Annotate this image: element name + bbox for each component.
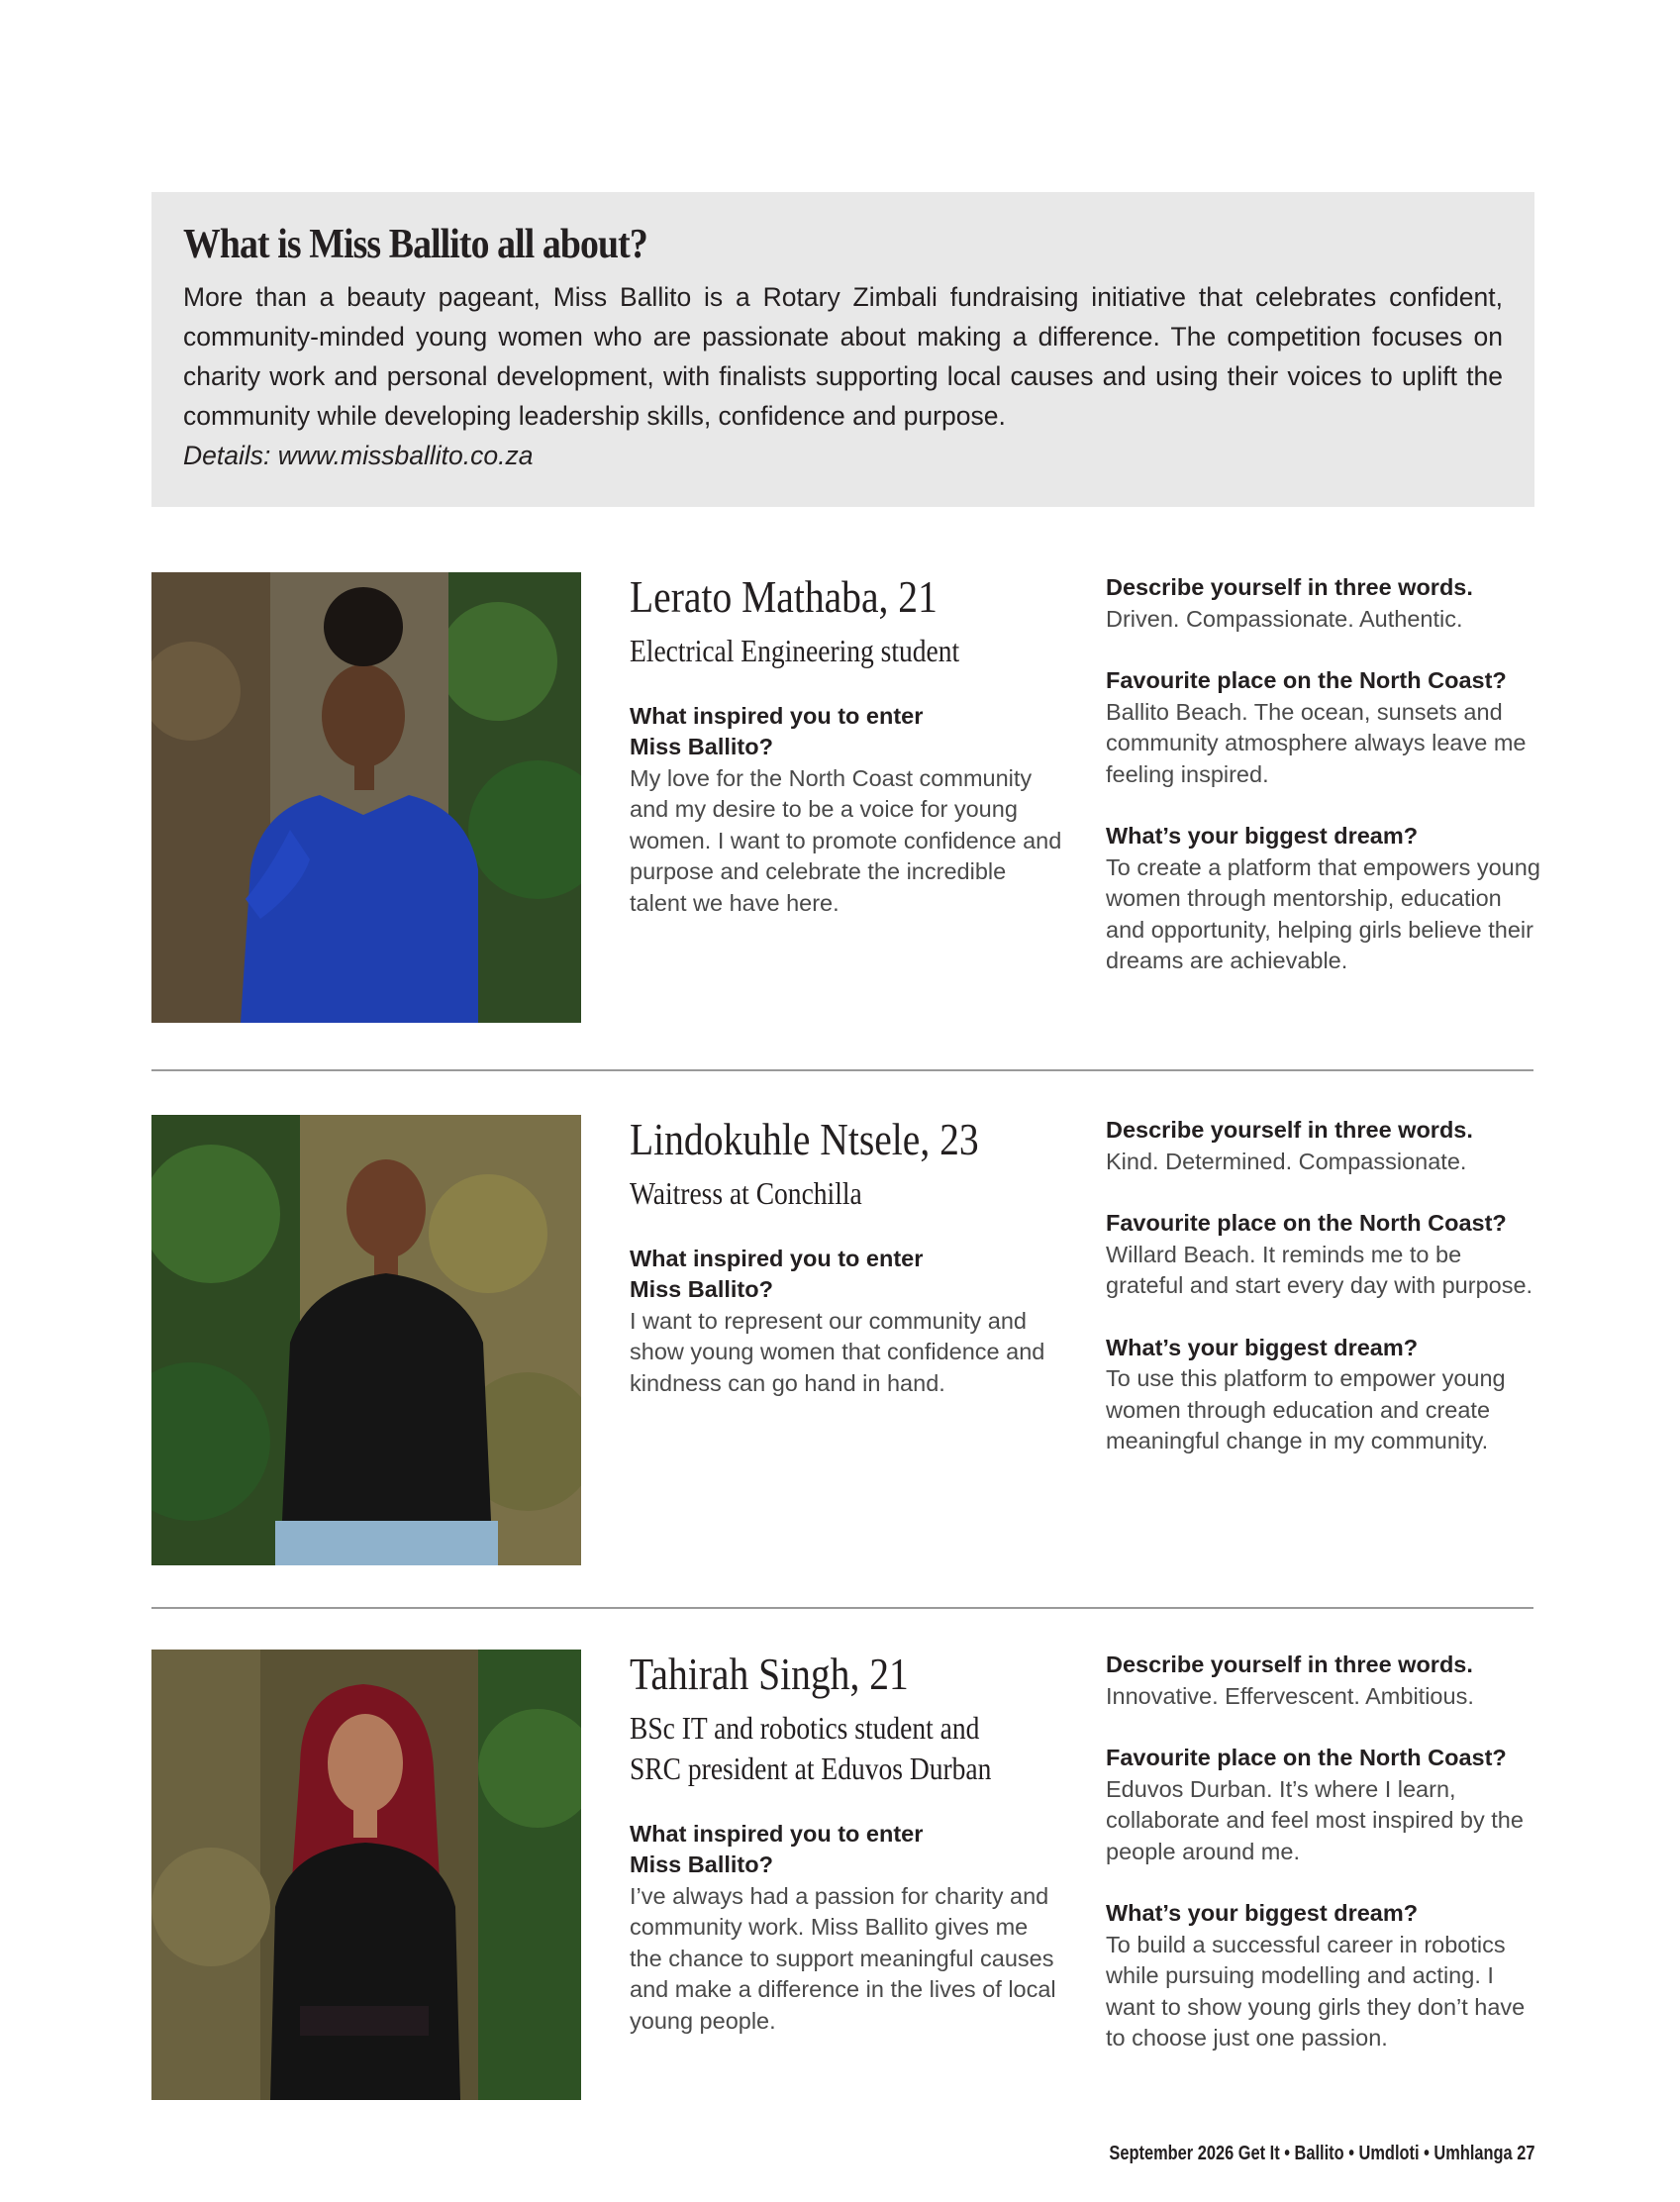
qa-three-words [1106, 1650, 1541, 1712]
answer-text: Kind. Determined. Compassionate. [1106, 1148, 1467, 1174]
question-label: Miss Ballito? [630, 1276, 773, 1303]
qa-biggest-dream [1106, 1333, 1541, 1457]
question-label: Describe yourself in three words. [1106, 574, 1473, 600]
profile-side-column [1106, 1115, 1541, 1457]
contestant-role: SRC president at Eduvos Durban [630, 1750, 992, 1786]
contestant-name: Tahirah Singh, 21 [630, 1649, 909, 1699]
qa-three-words [1106, 1115, 1541, 1177]
question-label: What’s your biggest dream? [1106, 823, 1419, 849]
contestant-name: Lindokuhle Ntsele, 23 [630, 1114, 979, 1164]
answer-text: I want to represent our community and show young women that confidence and kindness can go hand in hand. [630, 1307, 1045, 1396]
question-label: Describe yourself in three words. [1106, 1117, 1473, 1143]
answer-text: My love for the North Coast community and my desire to be a voice for young women. I want to promote confidence and purpose and celebrate the incredible talent we have here. [630, 764, 1062, 916]
profile-side-column [1106, 1650, 1541, 2054]
question-label: What inspired you to enter [630, 702, 924, 729]
profile-photo [151, 1115, 581, 1565]
question-label: Miss Ballito? [630, 1852, 773, 1878]
intro-details-link[interactable]: Details: www.missballito.co.za [183, 441, 534, 471]
qa-inspired [630, 701, 1065, 920]
contestant-role: Waitress at Conchilla [630, 1174, 862, 1211]
intro-body: More than a beauty pageant, Miss Ballito is a Rotary Zimbali fundraising initiative that celebrates confident, community-minded young women who are passionate about making a difference. The competition focuses on charity work and personal development, with finalists supporting local causes and using their voices to uplift the community while developing leadership skills, confidence and purpose. [183, 282, 1503, 432]
section-divider [151, 1069, 1533, 1071]
qa-favourite-place [1106, 1208, 1541, 1302]
qa-biggest-dream [1106, 821, 1541, 977]
profile-main-column [630, 1650, 1065, 2037]
question-label: Describe yourself in three words. [1106, 1652, 1473, 1677]
profile-main-column [630, 1115, 1065, 1399]
question-label: What’s your biggest dream? [1106, 1334, 1419, 1360]
answer-text: I’ve always had a passion for charity and community work. Miss Ballito gives me the chance to support meaningful causes and make a difference in the lives of local young people. [630, 1882, 1056, 2034]
profile-side-column [1106, 572, 1541, 977]
qa-biggest-dream [1106, 1898, 1541, 2054]
question-label: Favourite place on the North Coast? [1106, 1210, 1507, 1236]
intro-box [151, 192, 1534, 507]
answer-text: To build a successful career in robotics while pursuing modelling and acting. I want to show young girls they don’t have to choose just one passion. [1106, 1931, 1526, 2051]
intro-title: What is Miss Ballito all about? [183, 222, 647, 267]
answer-text: Innovative. Effervescent. Ambitious. [1106, 1682, 1474, 1709]
profile-main-column [630, 572, 1065, 919]
qa-three-words [1106, 572, 1541, 635]
qa-favourite-place [1106, 1743, 1541, 1867]
profile-photo [151, 572, 581, 1023]
contestant-name: Lerato Mathaba, 21 [630, 571, 938, 622]
page-footer: September 2026 Get It • Ballito • Umdloti • Umhlanga 27 [1108, 2143, 1534, 2164]
profile-photo [151, 1650, 581, 2100]
answer-text: To use this platform to empower young women through education and create meaningful change in my community. [1106, 1365, 1506, 1453]
answer-text: Driven. Compassionate. Authentic. [1106, 605, 1463, 632]
answer-text: To create a platform that empowers young women through mentorship, education and opportunity, helping girls believe their dreams are achievable. [1106, 853, 1540, 973]
question-label: What inspired you to enter [630, 1820, 924, 1847]
qa-inspired [630, 1244, 1065, 1400]
qa-inspired [630, 1819, 1065, 2038]
answer-text: Ballito Beach. The ocean, sunsets and community atmosphere always leave me feeling inspired. [1106, 698, 1527, 787]
answer-text: Eduvos Durban. It’s where I learn, collaborate and feel most inspired by the people around me. [1106, 1775, 1524, 1864]
question-label: Miss Ballito? [630, 734, 773, 760]
qa-favourite-place [1106, 665, 1541, 790]
section-divider [151, 1607, 1533, 1609]
question-label: What inspired you to enter [630, 1245, 924, 1271]
contestant-role: BSc IT and robotics student and [630, 1709, 980, 1746]
answer-text: Willard Beach. It reminds me to be grateful and start every day with purpose. [1106, 1241, 1533, 1298]
contestant-role: Electrical Engineering student [630, 632, 960, 668]
question-label: Favourite place on the North Coast? [1106, 1745, 1507, 1770]
question-label: What’s your biggest dream? [1106, 1900, 1419, 1926]
question-label: Favourite place on the North Coast? [1106, 667, 1507, 693]
